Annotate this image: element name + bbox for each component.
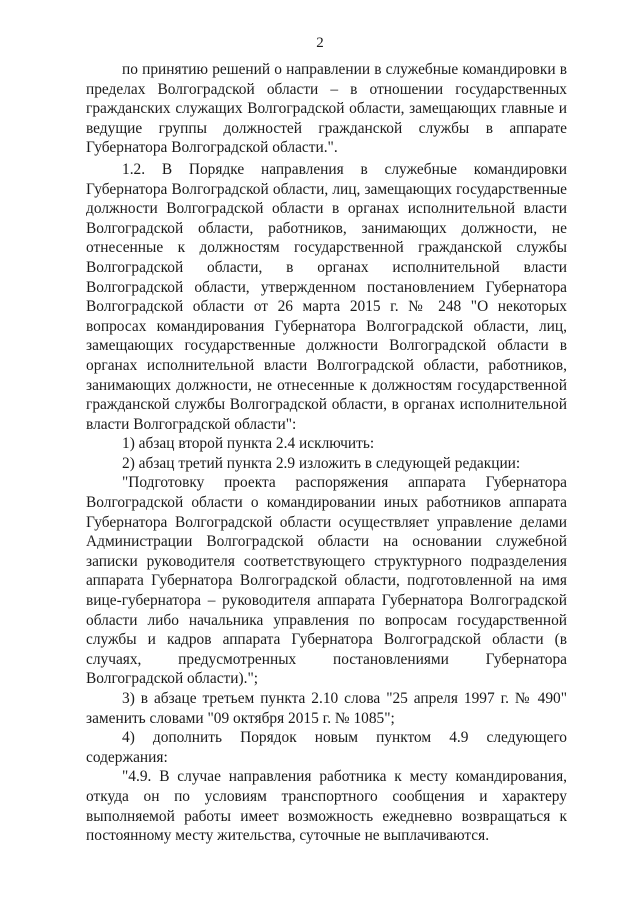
paragraph-item-2: 2) абзац третий пункта 2.9 изложить в следующей редакции: (122, 454, 521, 472)
page-number: 2 (316, 35, 324, 51)
paragraph-1-2: 1.2. В Порядке направления в служебные командировки Губернатора Волгоградской области, лиц, замещающих государственные должности Волгоградской области в органах исполнительной власти Волгоградской области, работников, занимающих должности, не отнесенные к должностям государственной гражданской службы Волгоградской области, в органах исполнительной власти Волгоградской области, утвержденном постановлением Губернатора Волгоградской области от 26 марта 2015 г. № 248 "О некоторых вопросах командирования Губернатора Волгоградской области, лиц, замещающих государственные должности Волгоградской области в органах исполнительной власти Волгоградской области, работников, занимающих должности, не отнесенные к должностям государственной гражданской службы Волгоградской области, в органах исполнительной власти Волгоградской области": (86, 160, 567, 433)
paragraph-quote-2-9: "Подготовку проекта распоряжения аппарата Губернатора Волгоградской области о командировании иных работников аппарата Губернатора Волгоградской области осуществляет управление делами Администрации Волгоградской области на основании служебной записки руководителя соответствующего структурного подразделения аппарата Губернатора Волгоградской области, подготовленной на имя вице-губернатора – руководителя аппарата Губернатора Волгоградской области либо начальника управления по вопросам государственной службы и кадров аппарата Губернатора Волгоградской области (в случаях, предусмотренных постановлениями Губернатора Волгоградской области)."; (86, 474, 567, 688)
paragraph-item-4: 4) дополнить Порядок новым пунктом 4.9 следующего содержания: (86, 729, 567, 766)
document-body (86, 60, 567, 846)
paragraph-item-3: 3) в абзаце третьем пункта 2.10 слова "25 апреля 1997 г. № 490" заменить словами "09 октября 2015 г. № 1085"; (86, 690, 567, 727)
paragraph-continuation: по принятию решений о направлении в служебные командировки в пределах Волгоградской области – в отношении государственных гражданских служащих Волгоградской области, замещающих главные и ведущие группы должностей гражданской службы в аппарате Губернатора Волгоградской области.". (86, 61, 567, 157)
paragraph-item-1: 1) абзац второй пункта 2.4 исключить: (122, 435, 375, 453)
paragraph-quote-4-9: "4.9. В случае направления работника к месту командирования, откуда он по условиям транспортного сообщения и характеру выполняемой работы имеет возможность ежедневно возвращаться к постоянному месту жительства, суточные не выплачиваются. (86, 768, 567, 845)
